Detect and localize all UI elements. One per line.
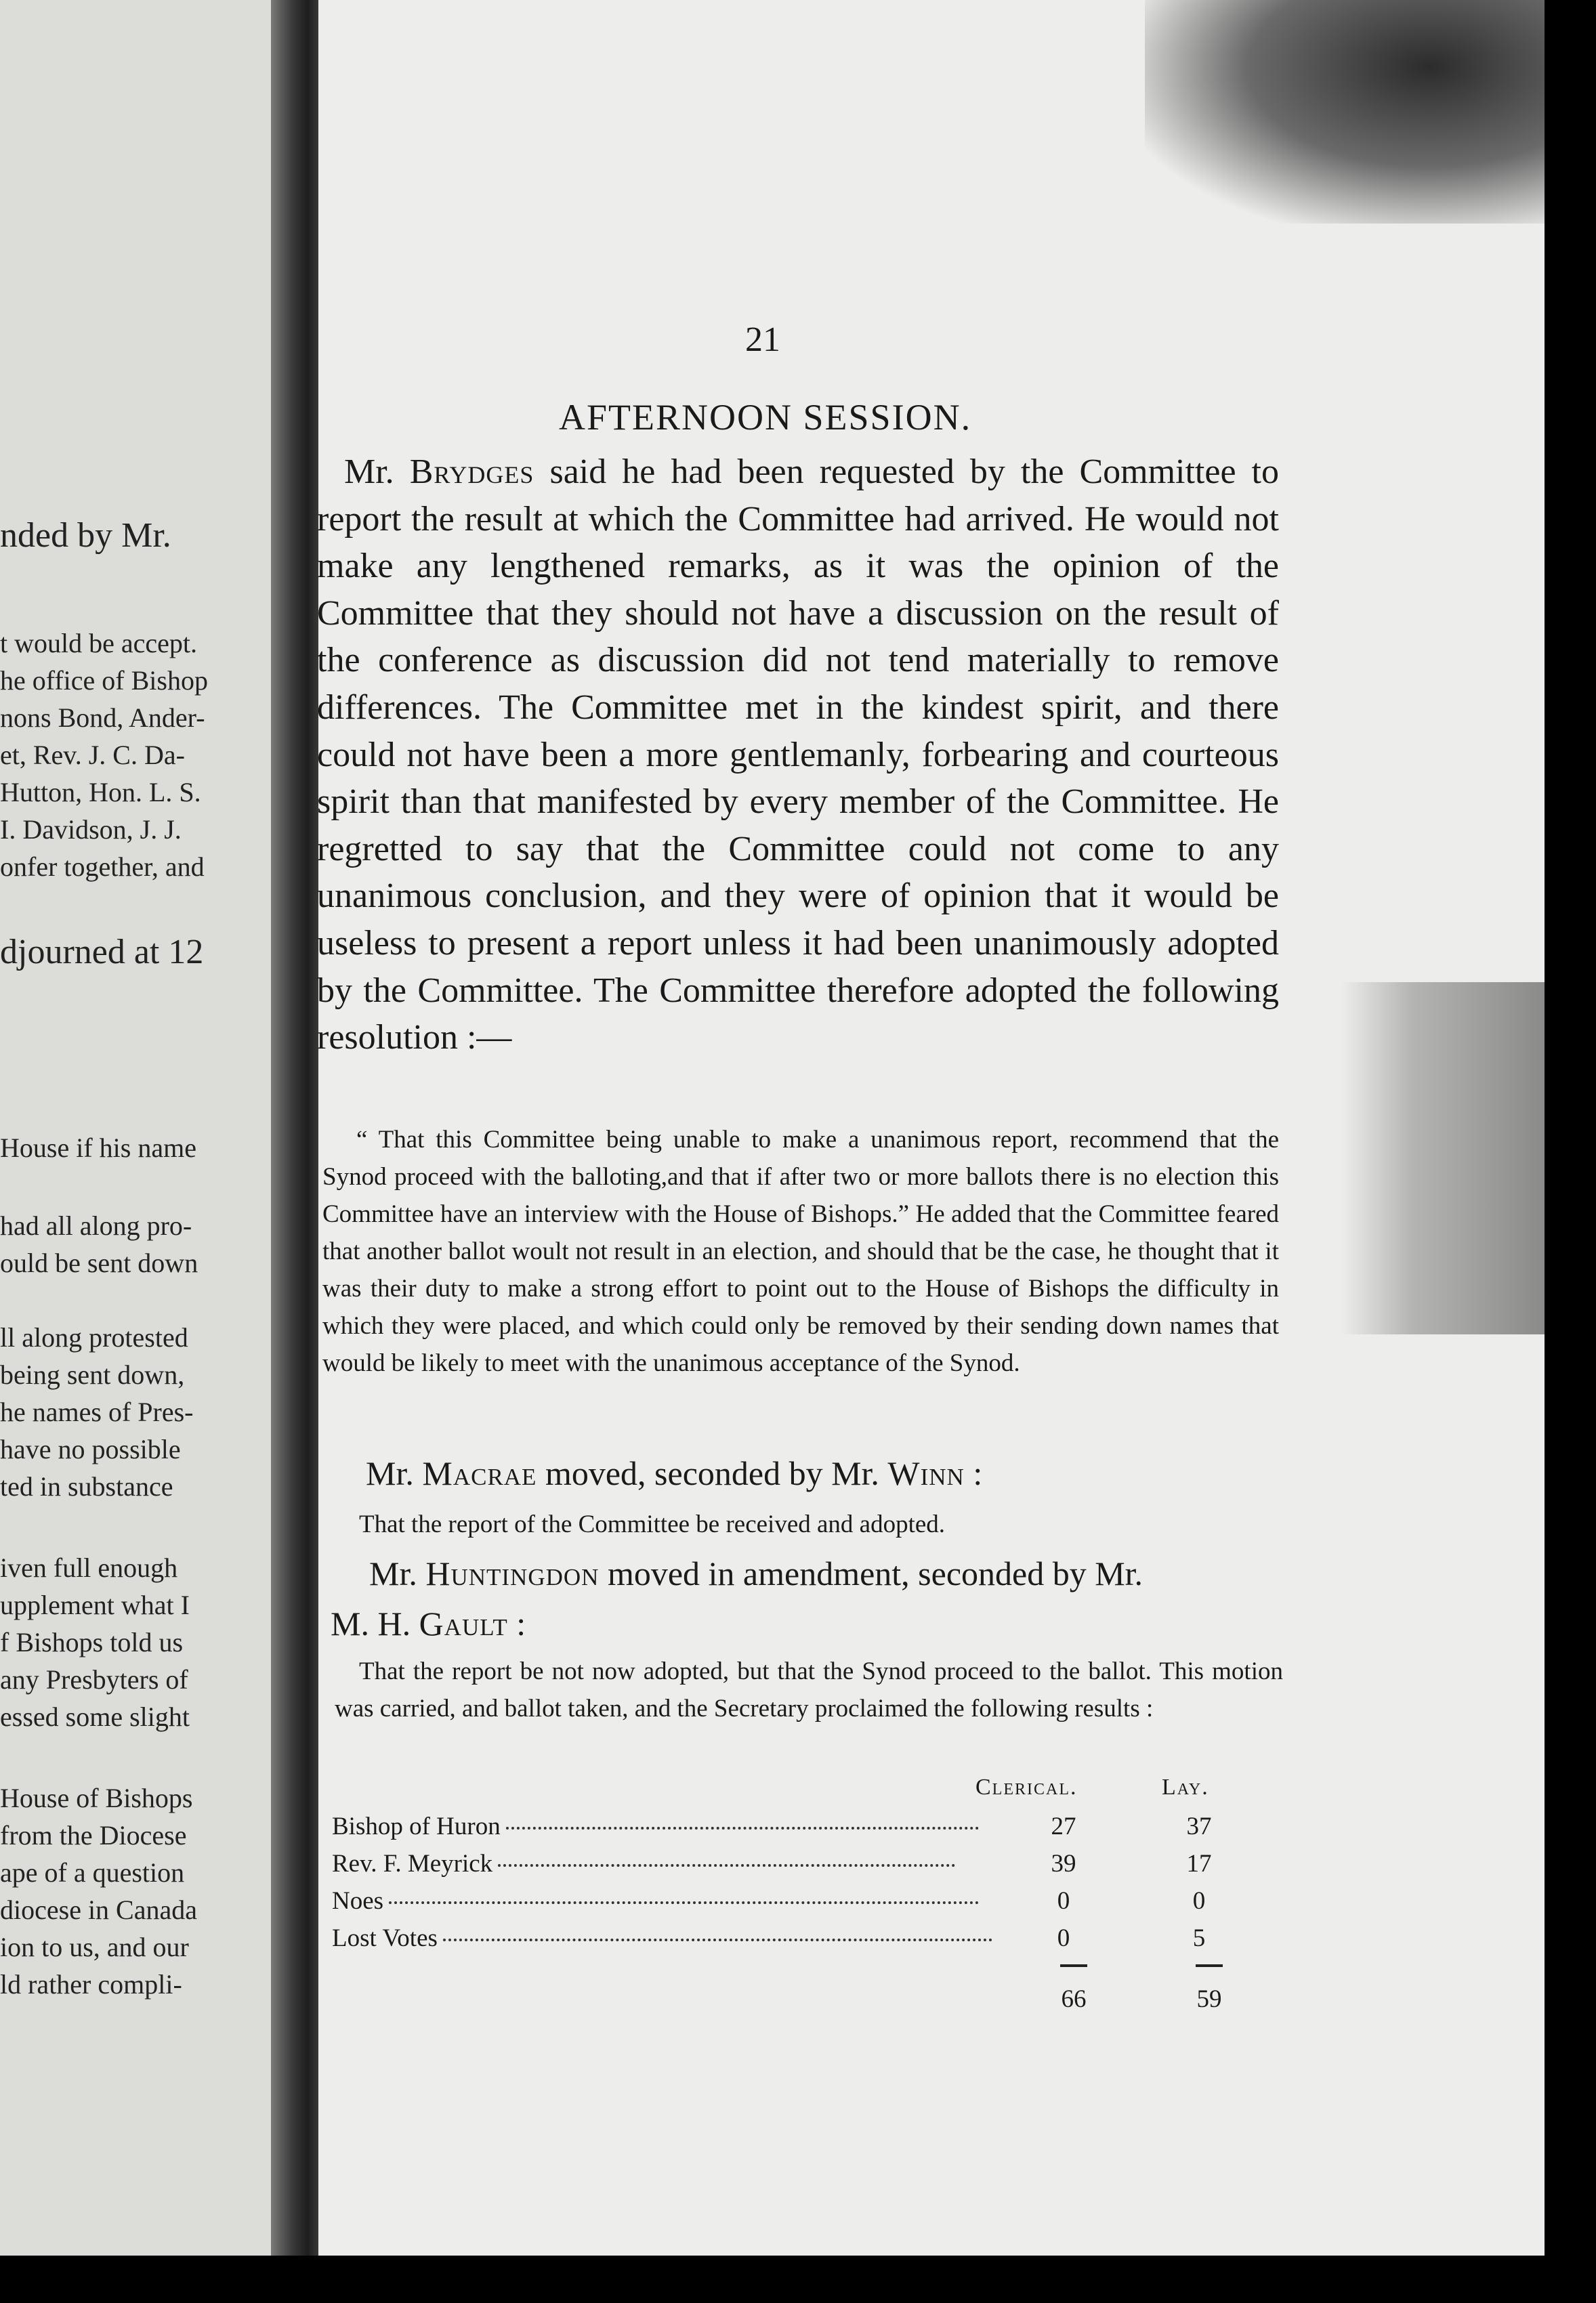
total-lay: 59 <box>1196 1985 1222 2013</box>
dot-leader <box>443 1936 992 1941</box>
speaker-name: Brydges <box>409 452 534 491</box>
left-page-line: et, Rev. J. C. Da- <box>0 740 185 770</box>
motion2-mid: moved in amendment, seconded by Mr. <box>599 1555 1143 1592</box>
page-number: 21 <box>745 320 780 359</box>
left-page-line: diocese in Canada <box>0 1895 197 1925</box>
left-page-line: essed some slight <box>0 1702 190 1732</box>
motion2-line2-prefix: M. H. <box>331 1605 419 1643</box>
left-page-line: djourned at 12 <box>0 933 204 971</box>
left-page-line: being sent down, <box>0 1359 185 1390</box>
motion2-seconder: Gault <box>419 1605 508 1643</box>
result-clerical: 0 <box>1057 1924 1070 1952</box>
motion1-mr: Mr. <box>366 1454 423 1492</box>
left-page-line: House of Bishops <box>0 1783 193 1813</box>
left-page-line: have no possible <box>0 1434 181 1464</box>
result-row <box>332 1924 1280 1960</box>
dot-leader <box>498 1861 955 1867</box>
left-page-line: ld rather compli- <box>0 1969 182 2000</box>
section-heading: AFTERNOON SESSION. <box>559 397 972 438</box>
brydges-speech <box>317 448 1279 1061</box>
result-row <box>332 1849 1280 1886</box>
left-page-line: f Bishops told us <box>0 1627 184 1657</box>
motion2-end: : <box>507 1605 526 1643</box>
scan-shadow-right <box>1341 982 1545 1334</box>
amendment-text: That the report be not now adopted, but that the Synod proceed to the ballot. This motion was carried, and ballot taken, and the Secretary proclaimed the following results : <box>335 1657 1283 1723</box>
total-rule-lay <box>1196 1964 1223 1967</box>
motion-huntingdon-line2 <box>331 1607 526 1641</box>
left-page-line: ll along protested <box>0 1322 188 1353</box>
motion-macrae-body: That the report of the Committee be received and adopted. <box>359 1510 946 1538</box>
motion1-end: : <box>964 1454 983 1492</box>
committee-resolution-quote <box>322 1121 1279 1382</box>
left-page-line: ould be sent down <box>0 1248 198 1278</box>
left-page-line: I. Davidson, J. J. <box>0 814 182 845</box>
motion2-mr: Mr. <box>369 1555 426 1592</box>
result-label: Lost Votes <box>332 1924 438 1952</box>
col-header-lay: Lay. <box>1162 1775 1209 1800</box>
left-page-line: ape of a question <box>0 1857 185 1888</box>
left-page-line: t would be accept. <box>0 628 197 658</box>
left-page-line: had all along pro- <box>0 1210 192 1241</box>
result-clerical: 0 <box>1057 1887 1070 1915</box>
left-page-line: nons Bond, Ander- <box>0 702 205 733</box>
result-row <box>332 1812 1280 1848</box>
result-clerical: 39 <box>1051 1850 1076 1878</box>
scan-border-bottom <box>0 2256 1596 2303</box>
result-label: Bishop of Huron <box>332 1813 501 1840</box>
result-clerical: 27 <box>1051 1813 1076 1840</box>
left-page-line: he office of Bishop <box>0 665 208 696</box>
left-page-line: iven full enough <box>0 1552 178 1583</box>
total-clerical: 66 <box>1061 1985 1087 2013</box>
motion1-seconder: Winn <box>887 1454 965 1492</box>
total-rule-clerical <box>1060 1964 1087 1967</box>
result-lay: 37 <box>1186 1813 1212 1840</box>
left-page-line: he names of Pres- <box>0 1397 194 1427</box>
col-header-clerical: Clerical. <box>975 1775 1078 1800</box>
result-label: Rev. F. Meyrick <box>332 1850 493 1878</box>
motion-macrae <box>366 1456 982 1490</box>
result-label: Noes <box>332 1887 384 1915</box>
left-page-line: upplement what I <box>0 1590 190 1620</box>
motion1-mover: Macrae <box>422 1454 537 1492</box>
left-page-line: Hutton, Hon. L. S. <box>0 777 201 807</box>
left-page-line: from the Diocese <box>0 1820 187 1851</box>
result-lay: 0 <box>1192 1887 1206 1915</box>
motion-huntingdon <box>369 1557 1143 1590</box>
left-page-line: onfer together, and <box>0 851 205 882</box>
scan-shadow-top-right <box>1145 0 1551 224</box>
quote-text: “ That this Committee being unable to make a unanimous report, recommend that the Synod proceed with the balloting,and that if after two or more ballots there is no election this Committee have an interview with the House of Bishops.” He added that the Committee feared that another ballot woult not result in an election, and should that be the case, he thought that it was their duty to make a strong effort to point out to the House of Bishops the difficulty in which they were placed, and which could only be removed by their sending down names that would be likely to meet with the unanimous acceptance of the Synod. <box>322 1126 1279 1377</box>
left-page <box>0 0 285 2303</box>
left-page-line: House if his name <box>0 1133 196 1163</box>
scan-border-right <box>1545 0 1596 2303</box>
dot-leader <box>506 1824 979 1830</box>
result-lay: 17 <box>1186 1850 1212 1878</box>
left-page-line: ion to us, and our <box>0 1932 189 1962</box>
speaker-prefix: Mr. <box>344 452 410 491</box>
speech-text: said he had been requested by the Committee to report the result at which the Committee had arrived. He would not make any lengthened remarks, as it was the opinion of the Committee that they should not have a discussion on the result of the conference as discussion did not tend materially to remove differences. The Committee met in the kindest spirit, and there could not have been a more gentlemanly, forbearing and courteous spirit than that manifested by every member of the Committee. He regretted to say that the Committee could not come to any unanimous conclusion, and they were of opinion that it would be useless to present a report unless it had been unanimously adopted by the Committee. The Committee therefore adopted the following resolution :— <box>317 452 1279 1057</box>
left-page-line: nded by Mr. <box>0 516 171 555</box>
motion2-mover: Huntingdon <box>425 1555 600 1592</box>
result-lay: 5 <box>1192 1924 1206 1952</box>
left-page-line: ted in substance <box>0 1471 173 1502</box>
amendment-body <box>335 1653 1283 1727</box>
dot-leader <box>389 1899 979 1904</box>
result-row <box>332 1886 1280 1923</box>
motion1-mid: moved, seconded by Mr. <box>537 1454 888 1492</box>
left-page-line: any Presbyters of <box>0 1664 188 1695</box>
